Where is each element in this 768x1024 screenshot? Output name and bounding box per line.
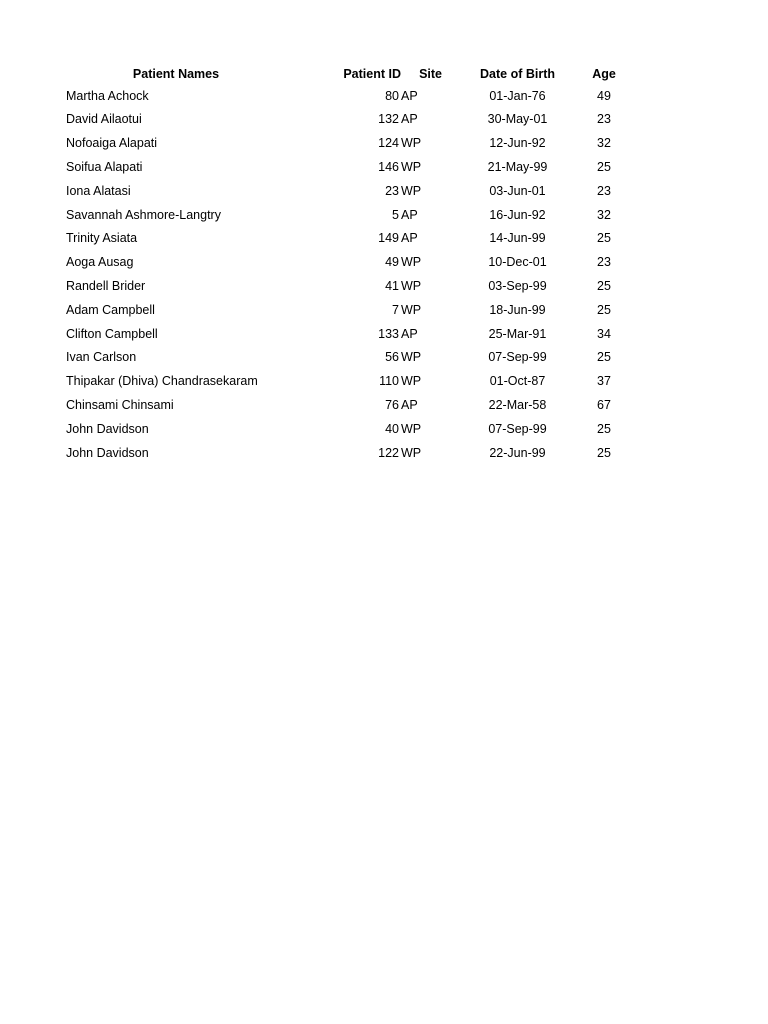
column-header-patient-names: Patient Names (132, 66, 220, 81)
date-of-birth-cell: 22-Mar-58 (488, 398, 547, 412)
patient-id-cell: 41 (385, 279, 399, 294)
date-of-birth-cell: 12-Jun-92 (489, 136, 546, 151)
site-cell: AP (401, 231, 418, 246)
site-cell: WP (401, 445, 422, 460)
site-cell: AP (401, 112, 418, 127)
site-cell: WP (401, 136, 422, 151)
patient-name-cell: Savannah Ashmore-Langtry (66, 207, 221, 222)
patient-name-cell: Aoga Ausag (66, 255, 134, 270)
column-header-patient-id: Patient ID (343, 66, 401, 81)
site-cell: WP (401, 160, 422, 175)
date-of-birth-cell: 14-Jun-99 (489, 231, 546, 246)
patient-id-cell: 49 (385, 255, 399, 270)
age-cell: 25 (597, 350, 611, 365)
age-cell: 23 (597, 255, 611, 270)
age-cell: 25 (597, 302, 611, 317)
site-cell: WP (401, 350, 422, 365)
patient-id-cell: 122 (378, 445, 399, 460)
patient-rows (60, 84, 649, 465)
table-row (60, 322, 649, 346)
date-of-birth-cell: 18-Jun-99 (489, 302, 546, 317)
patient-name-cell: Iona Alatasi (66, 183, 131, 198)
table-row (60, 370, 649, 394)
patient-name-cell: John Davidson (66, 421, 149, 436)
site-cell: AP (401, 398, 418, 412)
site-cell: WP (401, 279, 422, 294)
date-of-birth-cell: 03-Jun-01 (489, 183, 546, 198)
patient-name-cell: Clifton Campbell (66, 326, 158, 341)
site-cell: AP (401, 88, 418, 103)
age-cell: 37 (597, 374, 611, 389)
table-row (60, 346, 649, 370)
age-cell: 49 (597, 88, 611, 103)
patient-name-cell: John Davidson (66, 445, 149, 460)
patient-id-cell: 5 (392, 207, 399, 222)
patient-id-cell: 23 (385, 183, 399, 198)
site-cell: WP (401, 183, 422, 198)
patient-name-cell: Chinsami Chinsami (66, 398, 174, 412)
date-of-birth-cell: 30-May-01 (487, 112, 548, 127)
site-cell: WP (401, 302, 422, 317)
date-of-birth-cell: 07-Sep-99 (488, 421, 547, 436)
patient-name-cell: David Ailaotui (66, 112, 142, 127)
patient-name-cell: Ivan Carlson (66, 350, 137, 365)
column-header-site: Site (419, 66, 442, 81)
patient-id-cell: 7 (392, 302, 399, 317)
age-cell: 67 (597, 398, 611, 412)
patient-name-cell: Soifua Alapati (66, 160, 143, 175)
patient-name-cell: Randell Brider (66, 279, 146, 294)
table-row (60, 441, 649, 465)
patient-id-cell: 149 (378, 231, 399, 246)
patient-table (60, 64, 649, 465)
site-cell: WP (401, 255, 422, 270)
column-header-age: Age (592, 66, 616, 81)
age-cell: 34 (597, 326, 611, 341)
site-cell: WP (401, 421, 422, 436)
patient-id-cell: 132 (378, 112, 399, 127)
table-row (60, 108, 649, 132)
site-cell: AP (401, 207, 418, 222)
table-row (60, 251, 649, 275)
age-cell: 23 (597, 112, 611, 127)
date-of-birth-cell: 16-Jun-92 (489, 207, 546, 222)
patient-id-cell: 124 (378, 136, 399, 151)
date-of-birth-cell: 07-Sep-99 (488, 350, 547, 365)
patient-id-cell: 110 (379, 374, 399, 389)
date-of-birth-cell: 10-Dec-01 (488, 255, 547, 270)
table-row (60, 132, 649, 156)
patient-name-cell: Thipakar (Dhiva) Chandrasekaram (66, 374, 258, 389)
patient-name-cell: Adam Campbell (66, 302, 155, 317)
table-row (60, 274, 649, 298)
age-cell: 32 (597, 207, 611, 222)
age-cell: 25 (597, 231, 611, 246)
patient-id-cell: 80 (385, 88, 399, 103)
date-of-birth-cell: 01-Jan-76 (489, 88, 546, 103)
table-row (60, 179, 649, 203)
age-cell: 25 (597, 421, 611, 436)
patient-id-cell: 146 (378, 160, 399, 175)
date-of-birth-cell: 01-Oct-87 (489, 374, 546, 389)
site-cell: AP (401, 326, 418, 341)
date-of-birth-cell: 22-Jun-99 (489, 445, 546, 460)
patient-name-cell: Nofoaiga Alapati (66, 136, 158, 151)
table-row (60, 84, 649, 108)
column-header-date-of-birth: Date of Birth (480, 66, 555, 81)
date-of-birth-cell: 03-Sep-99 (488, 279, 547, 294)
patient-name-cell: Trinity Asiata (66, 231, 138, 246)
patient-id-cell: 76 (385, 398, 399, 412)
patient-id-cell: 56 (385, 350, 399, 365)
date-of-birth-cell: 25-Mar-91 (488, 326, 547, 341)
age-cell: 23 (597, 183, 611, 198)
age-cell: 25 (597, 279, 611, 294)
date-of-birth-cell: 21-May-99 (487, 160, 548, 175)
patient-name-cell: Martha Achock (66, 88, 149, 103)
table-row (60, 155, 649, 179)
age-cell: 25 (597, 445, 611, 460)
table-row (60, 203, 649, 227)
table-row (60, 298, 649, 322)
patient-id-cell: 40 (385, 421, 399, 436)
table-row (60, 227, 649, 251)
age-cell: 32 (597, 136, 611, 151)
table-row (60, 417, 649, 441)
patient-id-cell: 133 (378, 326, 399, 341)
age-cell: 25 (597, 160, 611, 175)
header-row (60, 64, 649, 84)
site-cell: WP (401, 374, 422, 389)
table-row (60, 393, 649, 417)
